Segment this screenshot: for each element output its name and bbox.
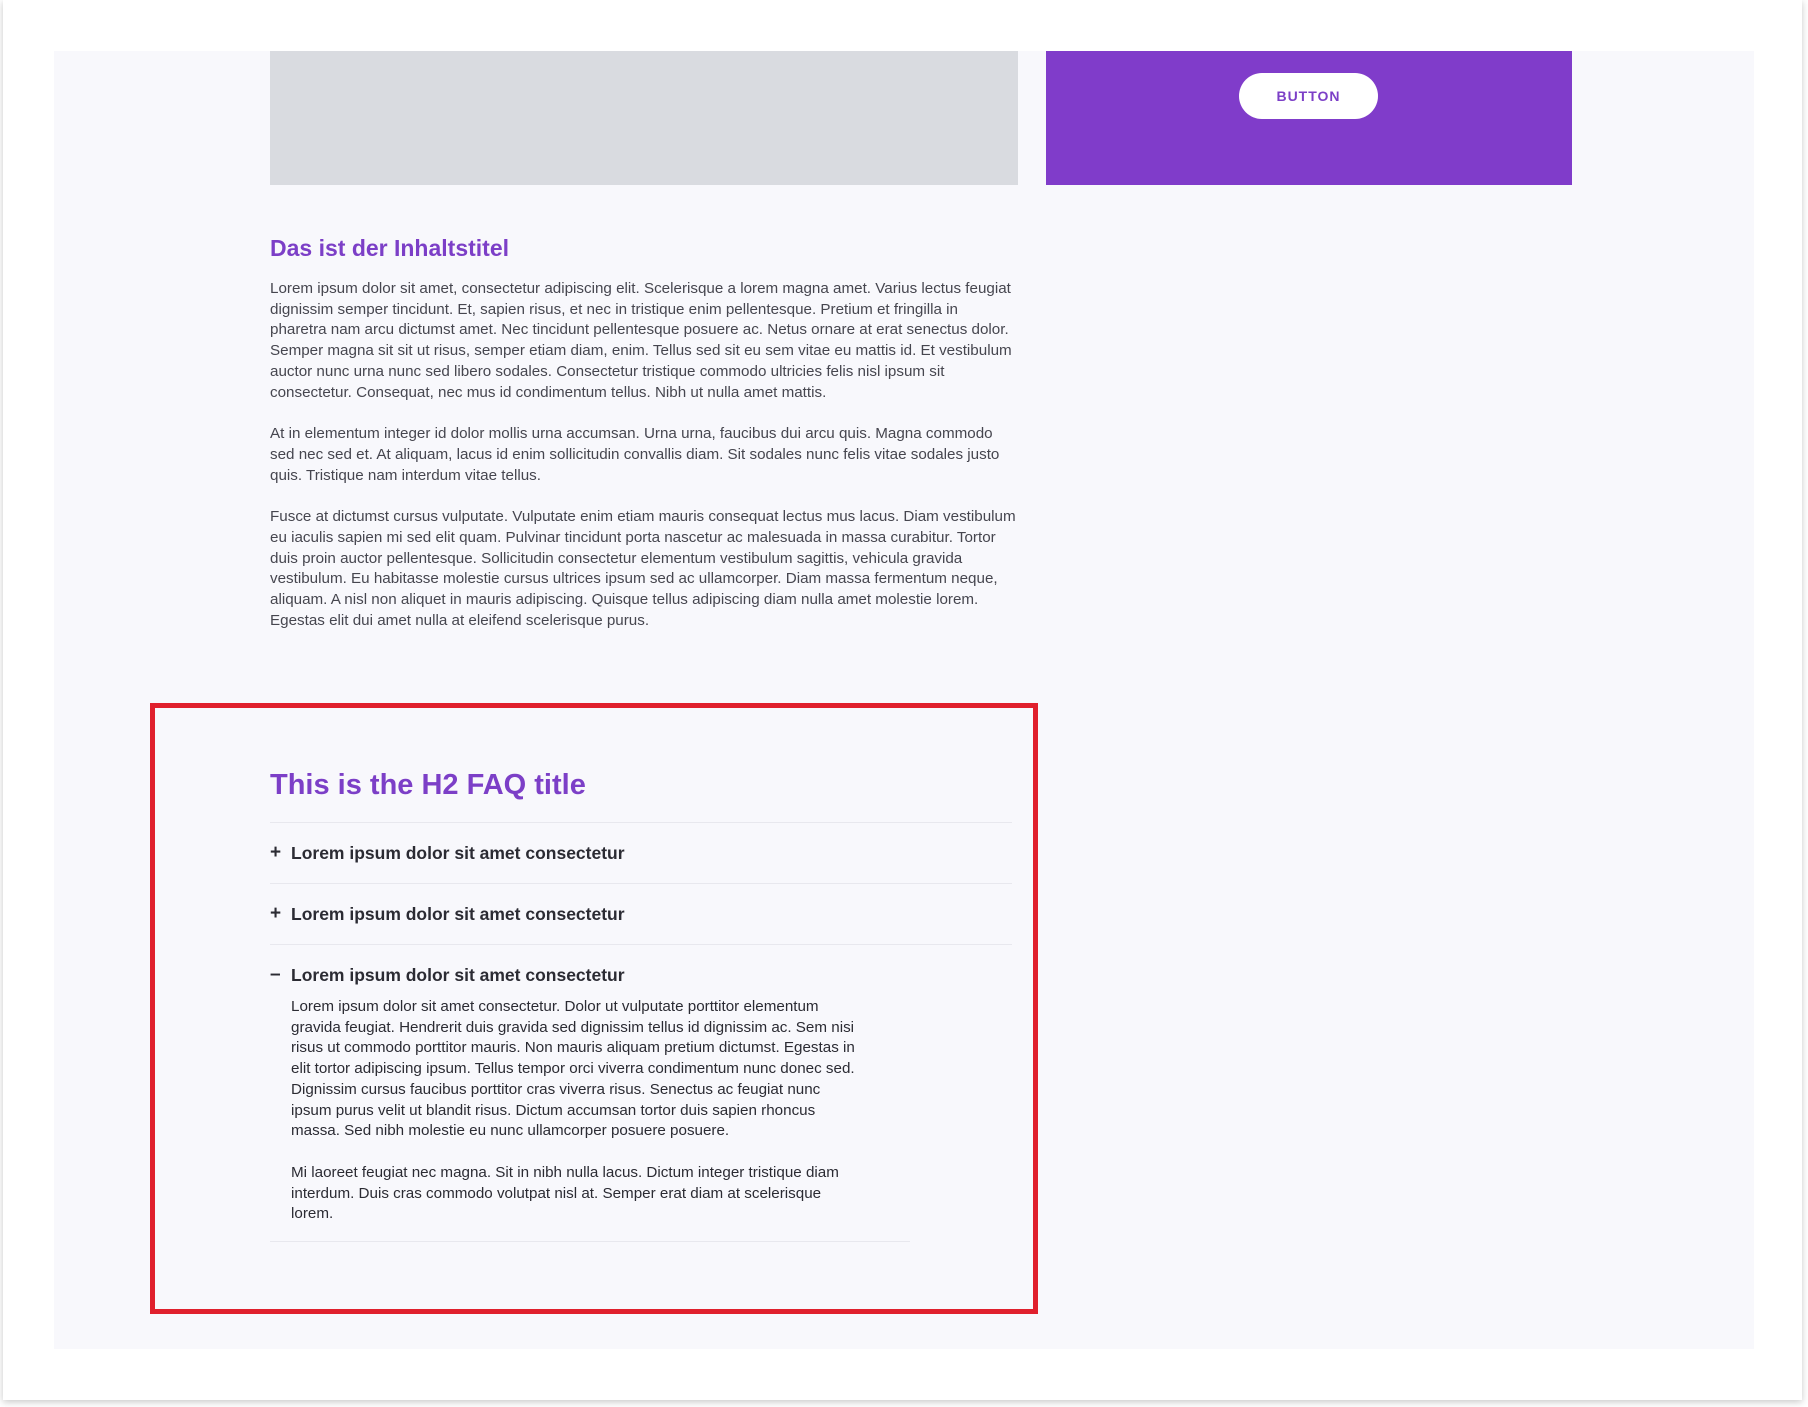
faq-answer-paragraph: Mi laoreet feugiat nec magna. Sit in nibh nulla lacus. Dictum integer tristique diam interdum. Duis cras commodo volutpat nisl at. Semper erat diam at scelerisque lorem. bbox=[291, 1163, 839, 1223]
faq-title: This is the H2 FAQ title bbox=[270, 769, 586, 801]
plus-icon: + bbox=[270, 903, 282, 924]
faq-divider bbox=[270, 1241, 910, 1242]
faq-question-toggle[interactable] bbox=[270, 945, 1012, 1005]
faq-answer-paragraph: Lorem ipsum dolor sit amet consectetur. Dolor ut vulputate porttitor elementum gravida feugiat. Hendrerit duis gravida sed dignissim tellus id dignissim ac. Sem nisi risus ut commodo porttitor mauris. Non mauris aliquam pretium dictumst. Egestas in elit tortor adipiscing ipsum. Tellus tempor orci viverra condimentum nunc donec sed. Dignissim cursus faucibus porttitor cras viverra risus. Senectus ac feugiat nunc ipsum purus velit ut blandit risus. Dictum accumsan tortor duis sapien rhoncus massa. Sed nibh molestie eu nunc ullamcorper posuere posuere. bbox=[291, 998, 855, 1140]
content-paragraph: Fusce at dictumst cursus vulputate. Vulputate enim etiam mauris consequat lectus mus lacus. Diam vestibulum eu iaculis sapien mi sed elit quam. Pulvinar tincidunt porta nascetur ac malesuada in massa curabitur. Tortor duis proin auctor pellentesque. Sollicitudin consectetur elementum vestibulum sagittis, vehicula gravida vestibulum. Eu habitasse molestie cursus ultrices ipsum sed ac ullamcorper. Diam massa fermentum neque, aliquam. A nisl non aliquet in mauris adipiscing. Quisque tellus adipiscing diam nulla amet molestie lorem. Egestas elit dui amet nulla at eleifend scelerisque purus. bbox=[270, 508, 1016, 629]
faq-question-toggle[interactable] bbox=[270, 884, 1012, 944]
faq-item-expanded bbox=[270, 944, 1012, 1241]
faq-question-text: Lorem ipsum dolor sit amet consectetur bbox=[291, 842, 625, 863]
promo-box bbox=[1046, 51, 1572, 185]
faq-item bbox=[270, 883, 1012, 944]
faq-question-text: Lorem ipsum dolor sit amet consectetur bbox=[291, 903, 625, 924]
promo-button[interactable]: BUTTON bbox=[1239, 73, 1378, 119]
faq-list bbox=[270, 822, 1012, 1242]
faq-question-toggle[interactable] bbox=[270, 823, 1012, 883]
plus-icon: + bbox=[270, 842, 282, 863]
image-placeholder bbox=[270, 51, 1018, 185]
faq-question-text: Lorem ipsum dolor sit amet consectetur bbox=[291, 964, 625, 985]
content-paragraph: At in elementum integer id dolor mollis urna accumsan. Urna urna, faucibus dui arcu quis. Magna commodo sed nec sed et. At aliquam, lacus id enim sollicitudin convallis diam. Sit sodales nunc felis vitae sodales justo quis. Tristique nam interdum vitae tellus. bbox=[270, 425, 1000, 484]
content-body bbox=[270, 279, 1018, 653]
minus-icon: – bbox=[270, 964, 281, 985]
content-title: Das ist der Inhaltstitel bbox=[270, 235, 510, 261]
faq-item bbox=[270, 822, 1012, 883]
faq-answer bbox=[270, 997, 861, 1241]
content-paragraph: Lorem ipsum dolor sit amet, consectetur adipiscing elit. Scelerisque a lorem magna amet. Varius lectus feugiat dignissim semper tincidunt. Et, sapien risus, et nec in tristique enim pellentesque. Pretium et fringilla in pharetra nam arcu dictumst amet. Nec tincidunt pellentesque posuere ac. Netus ornare at erat senectus dolor. Semper magna sit sit ut risus, semper etiam diam, enim. Tellus sed sit eu sem vitae eu mattis id. Et vestibulum auctor nunc urna nunc sed libero sodales. Consectetur tristique commodo ultricies felis nisl ipsum sit consectetur. Consequat, nec mus id condimentum tellus. Nibh ut nulla amet mattis. bbox=[270, 280, 1012, 401]
